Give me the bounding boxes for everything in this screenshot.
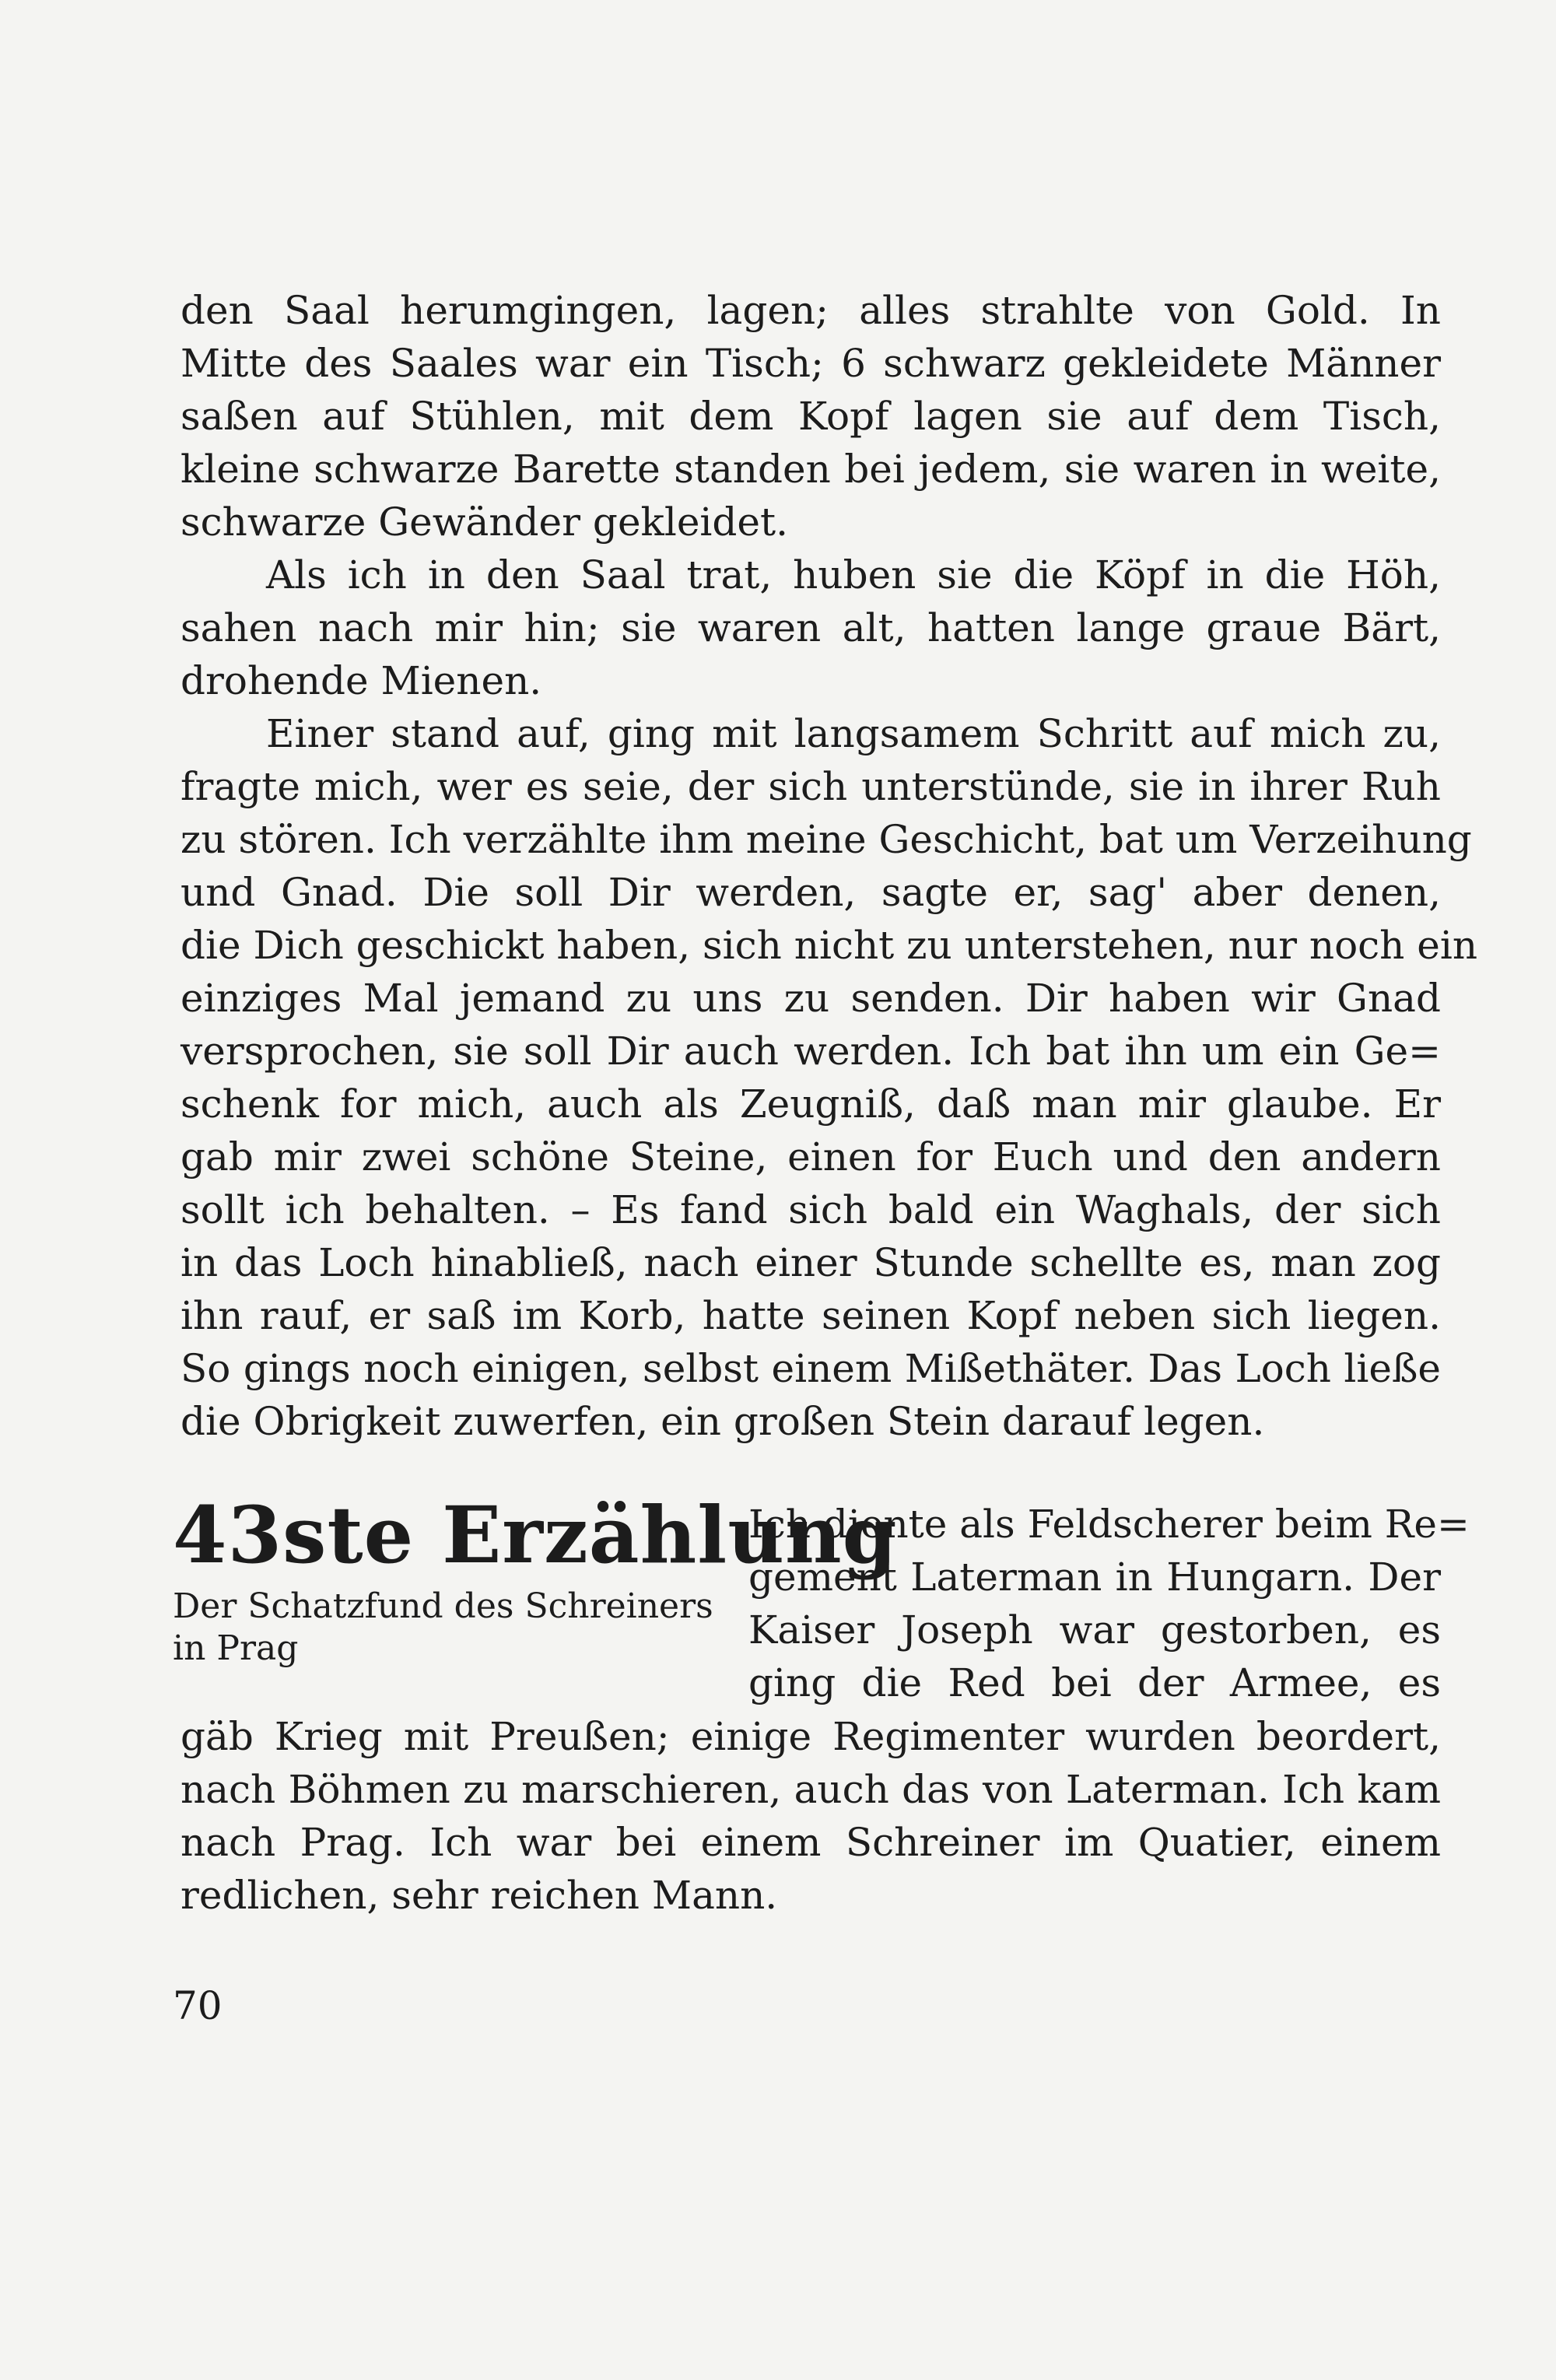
text-line: einziges Mal jemand zu uns zu senden. Dir haben wir Gnad [180, 976, 1441, 1021]
text-line: die Dich geschickt haben, sich nicht zu unterstehen, nur noch ein [180, 923, 1478, 968]
text-line: die Obrigkeit zuwerfen, ein großen Stein darauf legen. [180, 1399, 1265, 1444]
text-line: Einer stand auf, ging mit langsamem Schritt auf mich zu, [266, 711, 1441, 756]
text-line: kleine schwarze Barette standen bei jedem, sie waren in weite, [180, 447, 1441, 492]
text-line: fragte mich, wer es seie, der sich unterstünde, sie in ihrer Ruh [180, 764, 1441, 809]
text-line: Kaiser Joseph war gestorben, es [748, 1607, 1441, 1653]
text-line: ihn rauf, er saß im Korb, hatte seinen Kopf neben sich liegen. [180, 1293, 1441, 1338]
chapter-title: 43ste Erzählung [173, 1489, 898, 1581]
text-line: ging die Red bei der Armee, es [748, 1660, 1441, 1705]
text-line: in das Loch hinabließ, nach einer Stunde schellte es, man zog [180, 1240, 1441, 1285]
text-line: gab mir zwei schöne Steine, einen for Euch und den andern [180, 1134, 1441, 1179]
text-line: und Gnad. Die soll Dir werden, sagte er, sag' aber denen, [180, 870, 1441, 915]
text-line: So gings noch einigen, selbst einem Mißethäter. Das Loch ließe [180, 1346, 1441, 1391]
chapter-heading [173, 1489, 898, 1670]
text-line: nach Prag. Ich war bei einem Schreiner im Quatier, einem [180, 1820, 1441, 1865]
text-line: versprochen, sie soll Dir auch werden. Ich bat ihn um ein Ge= [180, 1029, 1441, 1074]
chapter-opening-text [748, 1498, 1470, 1709]
text-line: Als ich in den Saal trat, huben sie die Köpf in die Höh, [266, 552, 1441, 598]
chapter-subtitle: Der Schatzfund des Schreiners in Prag [173, 1586, 713, 1668]
text-line: den Saal herumgingen, lagen; alles strahlte von Gold. In [180, 288, 1441, 333]
text-line: schwarze Gewänder gekleidet. [180, 499, 788, 545]
text-line: schenk for mich, auch als Zeugniß, daß man mir glaube. Er [180, 1081, 1441, 1127]
text-line: Mitte des Saales war ein Tisch; 6 schwarz gekleidete Männer [180, 341, 1441, 386]
text-line: gäb Krieg mit Preußen; einige Regimenter wurden beordert, [180, 1714, 1441, 1759]
text-line: gement Laterman in Hungarn. Der [748, 1555, 1441, 1600]
text-line: zu stören. Ich verzählte ihm meine Geschicht, bat um Verzeihung [180, 817, 1472, 862]
page-number: 70 [173, 1983, 223, 2028]
text-line: redlichen, sehr reichen Mann. [180, 1873, 778, 1918]
text-line: sollt ich behalten. – Es fand sich bald ein Waghals, der sich [180, 1187, 1441, 1232]
text-line: saßen auf Stühlen, mit dem Kopf lagen sie auf dem Tisch, [180, 394, 1441, 439]
text-line: nach Böhmen zu marschieren, auch das von Laterman. Ich kam [180, 1767, 1441, 1812]
chapter-continuation-text [180, 1710, 1441, 1922]
story-text-top [180, 284, 1478, 1448]
text-line: Ich diente als Feldscherer beim Re= [748, 1502, 1470, 1547]
text-line: sahen nach mir hin; sie waren alt, hatten lange graue Bärt, [180, 605, 1441, 650]
text-line: drohende Mienen. [180, 658, 542, 703]
